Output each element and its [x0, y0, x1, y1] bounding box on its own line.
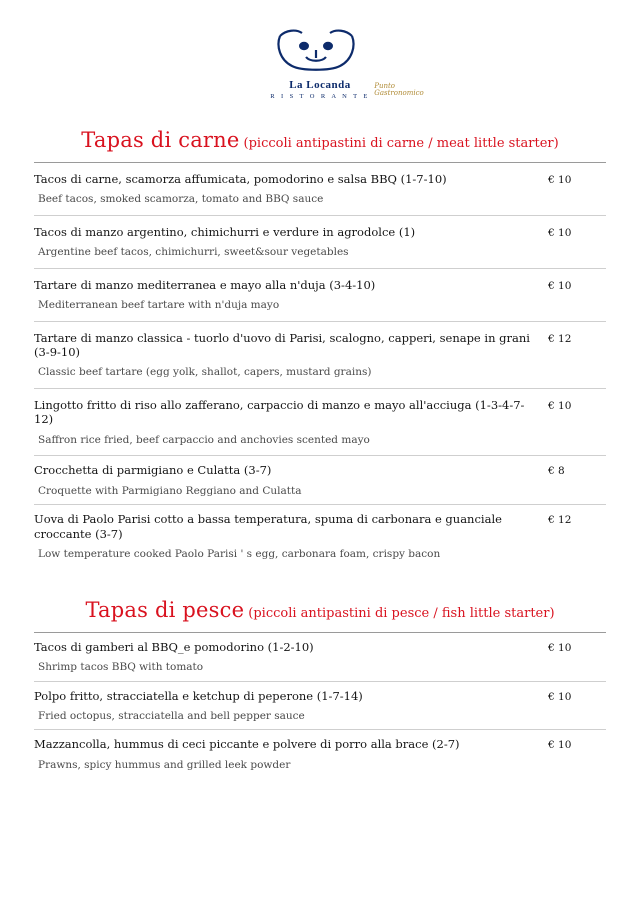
menu-item-title: Lingotto fritto di riso allo zafferano, carpaccio di manzo e mayo all'acciuga (1-3-4-7-12) [34, 397, 525, 427]
menu-item-main [34, 681, 606, 703]
section-title-it-carne: Tapas di carne [81, 127, 240, 152]
logo-script-line2: Gastronomico [374, 89, 424, 98]
section-heading-pesce [34, 598, 606, 622]
menu-item-main [34, 163, 606, 186]
menu-item [34, 504, 606, 567]
menu-item-title: Tartare di manzo classica - tuorlo d'uovo di Parisi, scalogno, capperi, senape in grani (3-9-10) [34, 330, 530, 359]
menu-item [34, 633, 606, 681]
menu-item-main [34, 455, 606, 477]
section-title-sub-pesce: (piccoli antipastini di pesce / fish little starter) [248, 605, 555, 621]
menu-item-main [34, 729, 606, 751]
menu-item [34, 215, 606, 268]
menu-item-description: Fried octopus, stracciatella and bell pepper sauce [38, 709, 305, 722]
menu-item-title: Crocchetta di parmigiano e Culatta (3-7) [34, 463, 272, 478]
logo-script-line1: Punto [374, 81, 396, 90]
section-heading-carne [34, 128, 606, 152]
menu-item-main [34, 504, 606, 541]
menu-item-price: € 12 [548, 332, 572, 345]
menu-item-description: Croquette with Parmigiano Reggiano and Culatta [38, 484, 302, 497]
menu-item-description: Shrimp tacos BBQ with tomato [38, 660, 204, 673]
section-title-sub-carne: (piccoli antipastini di carne / meat little starter) [243, 135, 559, 151]
menu-item-description: Prawns, spicy hummus and grilled leek powder [38, 758, 291, 771]
menu-item-main [34, 388, 606, 427]
menu-item [34, 321, 606, 388]
menu-item [34, 163, 606, 215]
menu-item-description: Classic beef tartare (egg yolk, shallot, capers, mustard grains) [38, 366, 372, 379]
menu-item-description: Argentine beef tacos, chimichurri, sweet&sour vegetables [38, 245, 349, 258]
menu-item-description: Beef tacos, smoked scamorza, tomato and BBQ sauce [38, 193, 324, 206]
menu-item [34, 388, 606, 455]
menu-item-price: € 10 [548, 173, 572, 186]
bull-head-logo-icon [270, 24, 362, 78]
menu-item-description: Low temperature cooked Paolo Parisi ' s egg, carbonara foam, crispy bacon [38, 547, 441, 560]
menu-item-price: € 10 [548, 399, 572, 412]
menu-item-description: Mediterranean beef tartare with n'duja mayo [38, 298, 280, 311]
menu-item [34, 681, 606, 730]
menu-item-description: Saffron rice fried, beef carpaccio and anchovies scented mayo [38, 433, 370, 446]
menu-item-title: Tacos di gamberi al BBQ_e pomodorino (1-2-10) [34, 639, 314, 654]
menu-item-price: € 12 [548, 514, 572, 527]
menu-item-title: Tacos di manzo argentino, chimichurri e verdure in agrodolce (1) [34, 224, 416, 239]
menu-item-price: € 10 [548, 226, 572, 239]
menu-item-price: € 10 [548, 641, 572, 654]
restaurant-logo [34, 0, 606, 100]
menu-items-pesce [34, 633, 606, 779]
menu-item-main [34, 633, 606, 654]
menu-item-main [34, 268, 606, 292]
menu-item [34, 455, 606, 504]
menu-item [34, 729, 606, 778]
logo-script-text [374, 83, 423, 98]
menu-item-price: € 8 [548, 465, 565, 478]
logo-subtitle: R I S T O R A N T E [270, 92, 370, 100]
menu-item-main [34, 215, 606, 239]
section-title-it-pesce: Tapas di pesce [85, 597, 245, 622]
menu-items-carne [34, 163, 606, 568]
menu-item [34, 268, 606, 321]
menu-item-price: € 10 [548, 739, 572, 752]
menu-item-title: Uova di Paolo Parisi cotto a bassa temperatura, spuma di carbonara e guanciale croccante (3-7) [34, 512, 502, 541]
menu-item-title: Mazzancolla, hummus di ceci piccante e polvere di porro alla brace (2-7) [34, 737, 460, 752]
menu-item-price: € 10 [548, 690, 572, 703]
menu-item-price: € 10 [548, 279, 572, 292]
menu-item-title: Tacos di carne, scamorza affumicata, pomodorino e salsa BBQ (1-7-10) [34, 171, 447, 186]
menu-item-title: Polpo fritto, stracciatella e ketchup di peperone (1-7-14) [34, 688, 363, 703]
logo-name: La Locanda [289, 79, 351, 91]
menu-item-title: Tartare di manzo mediterranea e mayo alla n'duja (3-4-10) [34, 277, 376, 292]
menu-item-main [34, 321, 606, 360]
